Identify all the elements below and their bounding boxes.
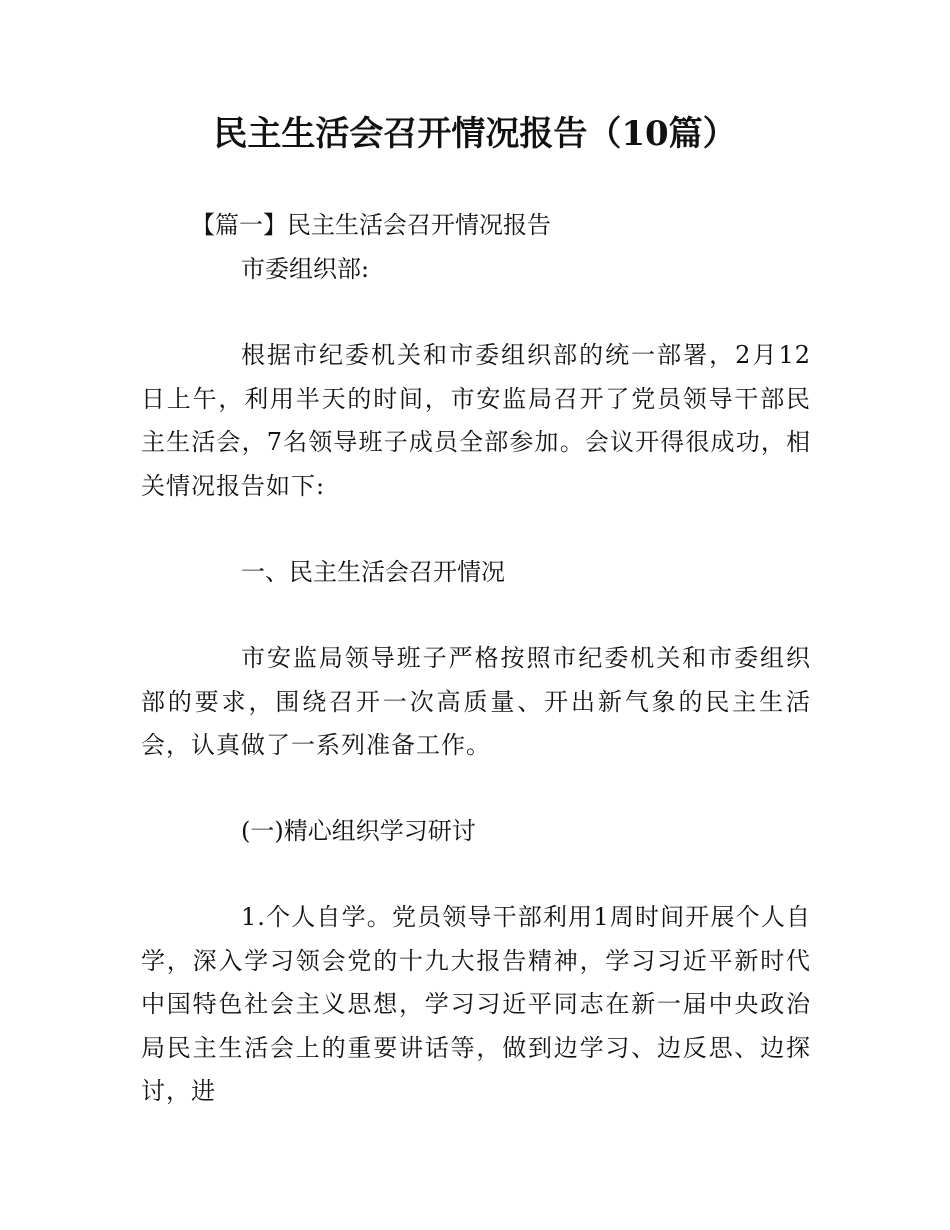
salutation: 市委组织部: [241, 255, 370, 283]
paragraph-intro: 根据市纪委机关和市委组织部的统一部署，2月12日上午，利用半天的时间，市安监局召开了党员领导干部民主生活会，7名领导班子成员全部参加。会议开得很成功，相关情况报告如下: [141, 341, 811, 500]
heading-subsection-one: (一)精心组织学习研讨 [241, 817, 476, 845]
section-heading: 【篇一】民主生活会召开情况报告 [191, 211, 551, 239]
paragraph-self-study: 1.个人自学。党员领导干部利用1周时间开展个人自学，深入学习领会党的十九大报告精神，学习习近平新时代中国特色社会主义思想，学习习近平同志在新一届中央政治局民主生活会上的重要讲话等，做到边学习、边反思、边探讨，进 [141, 903, 811, 1105]
paragraph-preparation: 市安监局领导班子严格按照市纪委机关和市委组织部的要求，围绕召开一次高质量、开出新气象的民主生活会，认真做了一系列准备工作。 [141, 644, 811, 759]
document-title: 民主生活会召开情况报告（10篇） [213, 114, 737, 154]
heading-section-one: 一、民主生活会召开情况 [241, 558, 505, 586]
